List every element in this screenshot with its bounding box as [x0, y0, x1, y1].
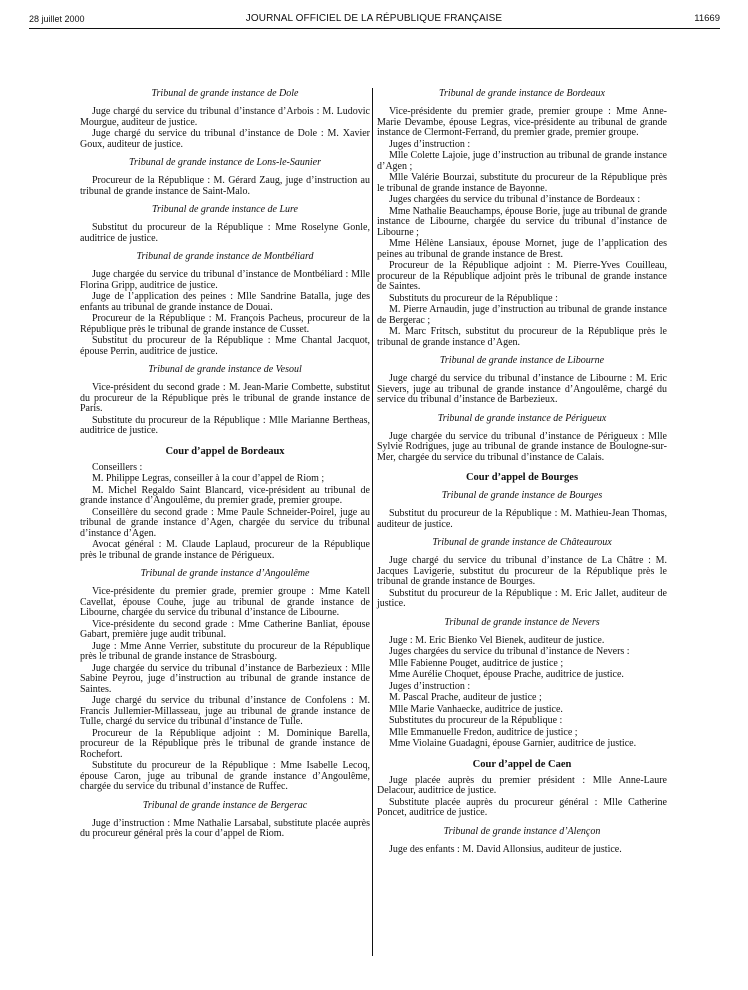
appointment-paragraph: Mlle Fabienne Pouget, auditrice de justice ; — [389, 657, 564, 669]
appointment-paragraph: Procureur de la République adjoint : M. Pierre-Yves Couilleau, procureur de la République adjoint près le tribunal de grande instance de Saintes. — [377, 260, 667, 292]
appointment-paragraph: Substitutes du procureur de la République : — [389, 715, 563, 726]
appointment-paragraph: Juge chargé du service du tribunal d’instance de Libourne : M. Eric Sievers, juge au tribunal de grande instance d’Angoulême, chargé du service du tribunal d’instance de Barbezieux. — [377, 373, 667, 405]
appointment-paragraph: M. Marc Fritsch, substitut du procureur de la République près le tribunal de grande instance d’Agen. — [377, 326, 667, 348]
tribunal-heading: Tribunal de grande instance de Nevers — [444, 616, 600, 628]
header-rule — [29, 28, 720, 29]
tribunal-heading: Tribunal de grande instance de Bordeaux — [439, 88, 605, 99]
appointment-paragraph: Vice-présidente du premier grade, premier groupe : Mme Katell Cavellat, épouse Couhe, juge au tribunal de grande instance de Libourne, chargée du service du tribunal d’instance de Libourne. — [80, 586, 370, 618]
appointment-paragraph: Mme Nathalie Beauchamps, épouse Borie, juge au tribunal de grande instance de Libourne, chargée du service du tribunal d’instance de Libourne ; — [377, 205, 667, 238]
appointment-paragraph: M. Philippe Legras, conseiller à la cour d’appel de Riom ; — [92, 473, 325, 484]
appointment-paragraph: Juge de l’application des peines : Mlle Sandrine Batalla, juge des enfants au tribunal de grande instance de Douai. — [80, 291, 370, 313]
appointment-paragraph: Conseillers : — [92, 461, 143, 473]
tribunal-heading: Tribunal de grande instance de Dole — [151, 88, 299, 99]
tribunal-heading: Tribunal de grande instance de Périgueux — [437, 412, 607, 424]
appointment-paragraph: Juges d’instruction : — [389, 138, 471, 150]
appointment-paragraph: Juge chargée du service du tribunal d’instance de Barbezieux : Mlle Sabine Peyrou, juge d’instruction au tribunal de grande instance de Saintes. — [80, 662, 370, 695]
tribunal-heading: Tribunal de grande instance de Lure — [151, 204, 298, 215]
appointment-paragraph: Mlle Colette Lajoie, juge d’instruction au tribunal de grande instance d’Agen ; — [377, 150, 667, 172]
appointment-paragraph: Mlle Valérie Bourzai, substitute du procureur de la République près le tribunal de grande instance de Bayonne. — [377, 172, 667, 194]
tribunal-heading: Tribunal de grande instance d’Alençon — [443, 825, 601, 837]
appointment-paragraph: Substitut du procureur de la République : Mme Roselyne Gonle, auditrice de justice. — [80, 222, 370, 244]
tribunal-heading: Tribunal de grande instance de Vesoul — [148, 364, 302, 375]
tribunal-heading: Tribunal de grande instance de Châteauroux — [432, 537, 612, 548]
appointment-paragraph: Substituts du procureur de la République : — [389, 292, 558, 304]
appointment-paragraph: Substitut du procureur de la République : M. Mathieu-Jean Thomas, auditeur de justice. — [377, 508, 667, 530]
appointment-paragraph: Mlle Marie Vanhaecke, auditrice de justice. — [389, 703, 563, 715]
appointment-paragraph: Vice-présidente du premier grade, premier groupe : Mme Anne-Marie Devambe, épouse Legras, vice-présidente au tribunal de grande instance de Clermont-Ferrand, du premier grade, premier groupe. — [377, 106, 667, 138]
appointment-paragraph: M. Pierre Arnaudin, juge d’instruction au tribunal de grande instance de Bergerac ; — [377, 304, 667, 326]
appointment-paragraph: M. Pascal Prache, auditeur de justice ; — [389, 692, 542, 703]
tribunal-heading: Tribunal de grande instance de Libourne — [439, 355, 605, 366]
appointment-paragraph: Juge placée auprès du premier président : Mlle Anne-Laure Delacour, auditrice de justice. — [377, 774, 667, 796]
left-column — [80, 88, 370, 841]
appointment-paragraph: Juge des enfants : M. David Allonsius, auditeur de justice. — [389, 843, 622, 855]
tribunal-heading: Tribunal de grande instance de Montbéliard — [136, 251, 314, 262]
appointment-paragraph: Procureur de la République : M. Gérard Zaug, juge d’instruction au tribunal de grande instance de Saint-Malo. — [80, 175, 370, 197]
column-divider — [372, 88, 373, 956]
appointment-paragraph: Juge chargé du service du tribunal d’instance d’Arbois : M. Ludovic Mourgue, auditeur de justice. — [80, 106, 370, 128]
appointment-paragraph: Juge chargé du service du tribunal d’instance de Confolens : M. Francis Jullemier-Millasseau, juge au tribunal de grande instance de Tulle, chargé du service du tribunal d’instance de Tulle. — [80, 695, 370, 727]
appointment-paragraph: Juge : M. Eric Bienko Vel Bienek, auditeur de justice. — [389, 634, 605, 646]
tribunal-heading: Tribunal de grande instance de Bergerac — [142, 799, 308, 811]
appointment-paragraph: Juges chargées du service du tribunal d’instance de Bordeaux : — [389, 194, 641, 205]
appointment-paragraph: Juges d’instruction : — [389, 680, 471, 692]
appointment-paragraph: Substitute du procureur de la République : Mme Isabelle Lecoq, épouse Caron, juge au tribunal de grande instance d’Angoulême, chargée du service du tribunal d’instance de Ruffec. — [80, 760, 370, 792]
appointment-paragraph: Procureur de la République : M. François Pacheus, procureur de la République près le tribunal de grande instance de Cusset. — [80, 313, 370, 335]
appointment-paragraph: Avocat général : M. Claude Laplaud, procureur de la République près le tribunal de grande instance de Périgueux. — [80, 539, 370, 561]
appointment-paragraph: Mme Hélène Lansiaux, épouse Mornet, juge de l’application des peines au tribunal de grande instance de Brest. — [377, 238, 667, 260]
appointment-paragraph: Juge chargée du service du tribunal d’instance de Montbéliard : Mlle Florina Gripp, auditrice de justice. — [80, 269, 370, 291]
appointment-paragraph: Mlle Emmanuelle Fredon, auditrice de justice ; — [389, 726, 578, 738]
appointment-paragraph: Procureur de la République adjoint : M. Dominique Barella, procureur de la République près le tribunal de grande instance de Rochefort. — [80, 727, 370, 760]
appointment-paragraph: Substitute placée auprès du procureur général : Mlle Catherine Poncet, auditrice de justice. — [377, 796, 667, 818]
appointment-paragraph: Mme Violaine Guadagni, épouse Garnier, auditrice de justice. — [389, 738, 637, 749]
tribunal-heading: Tribunal de grande instance de Bourges — [441, 490, 603, 501]
appointment-paragraph: Substitut du procureur de la République : Mme Chantal Jacquot, épouse Perrin, auditrice de justice. — [80, 335, 370, 357]
appointment-paragraph: Juge chargée du service du tribunal d’instance de Périgueux : Mlle Sylvie Rodrigues, juge au tribunal de grande instance de Boulogne-sur-Mer, chargée du service du tribunal d’instance de Calais. — [377, 430, 667, 463]
appointment-paragraph: Juge d’instruction : Mme Nathalie Larsabal, substitute placée auprès du procureur général près la cour d’appel de Riom. — [80, 817, 370, 839]
cour-heading: Cour d’appel de Bourges — [465, 472, 579, 483]
appointment-paragraph: Mme Aurélie Choquet, épouse Prache, auditrice de justice. — [389, 669, 624, 680]
appointment-paragraph: Juge chargé du service du tribunal d’instance de La Châtre : M. Jacques Lavigerie, substitut du procureur de la République près le tribunal de grande instance de Bourges. — [377, 555, 667, 587]
appointment-paragraph: Juge chargé du service du tribunal d’instance de Dole : M. Xavier Goux, auditeur de justice. — [80, 128, 370, 150]
tribunal-heading: Tribunal de grande instance de Lons-le-Saunier — [129, 157, 321, 168]
cour-heading: Cour d’appel de Caen — [472, 758, 572, 770]
appointment-paragraph: Substitute du procureur de la République : Mlle Marianne Bertheas, auditrice de justice. — [80, 414, 370, 436]
appointment-paragraph: M. Michel Regaldo Saint Blancard, vice-président au tribunal de grande instance d’Angoulême, du premier grade, premier groupe. — [80, 484, 370, 506]
cour-heading: Cour d’appel de Bordeaux — [165, 445, 285, 457]
appointment-paragraph: Juge : Mme Anne Verrier, substitute du procureur de la République près le tribunal de grande instance de Strasbourg. — [80, 640, 370, 662]
tribunal-heading: Tribunal de grande instance d’Angoulême — [140, 568, 310, 579]
right-column — [377, 88, 667, 856]
journal-title: JOURNAL OFFICIEL DE LA RÉPUBLIQUE FRANÇAISE — [245, 13, 503, 24]
appointment-paragraph: Conseillère du second grade : Mme Paule Schneider-Poirel, juge au tribunal de grande instance d’Agen, chargée du service du tribunal d’instance d’Agen. — [80, 506, 370, 539]
appointment-paragraph: Substitut du procureur de la République : M. Eric Jallet, auditeur de justice. — [377, 587, 667, 609]
page-number: 11669 — [694, 13, 720, 24]
appointment-paragraph: Vice-présidente du second grade : Mme Catherine Banliat, épouse Gabart, première juge audit tribunal. — [80, 618, 370, 640]
header-date: 28 juillet 2000 — [29, 14, 85, 24]
appointment-paragraph: Juges chargées du service du tribunal d’instance de Nevers : — [389, 646, 630, 657]
appointment-paragraph: Vice-président du second grade : M. Jean-Marie Combette, substitut du procureur de la République près le tribunal de grande instance de Paris. — [80, 382, 370, 414]
